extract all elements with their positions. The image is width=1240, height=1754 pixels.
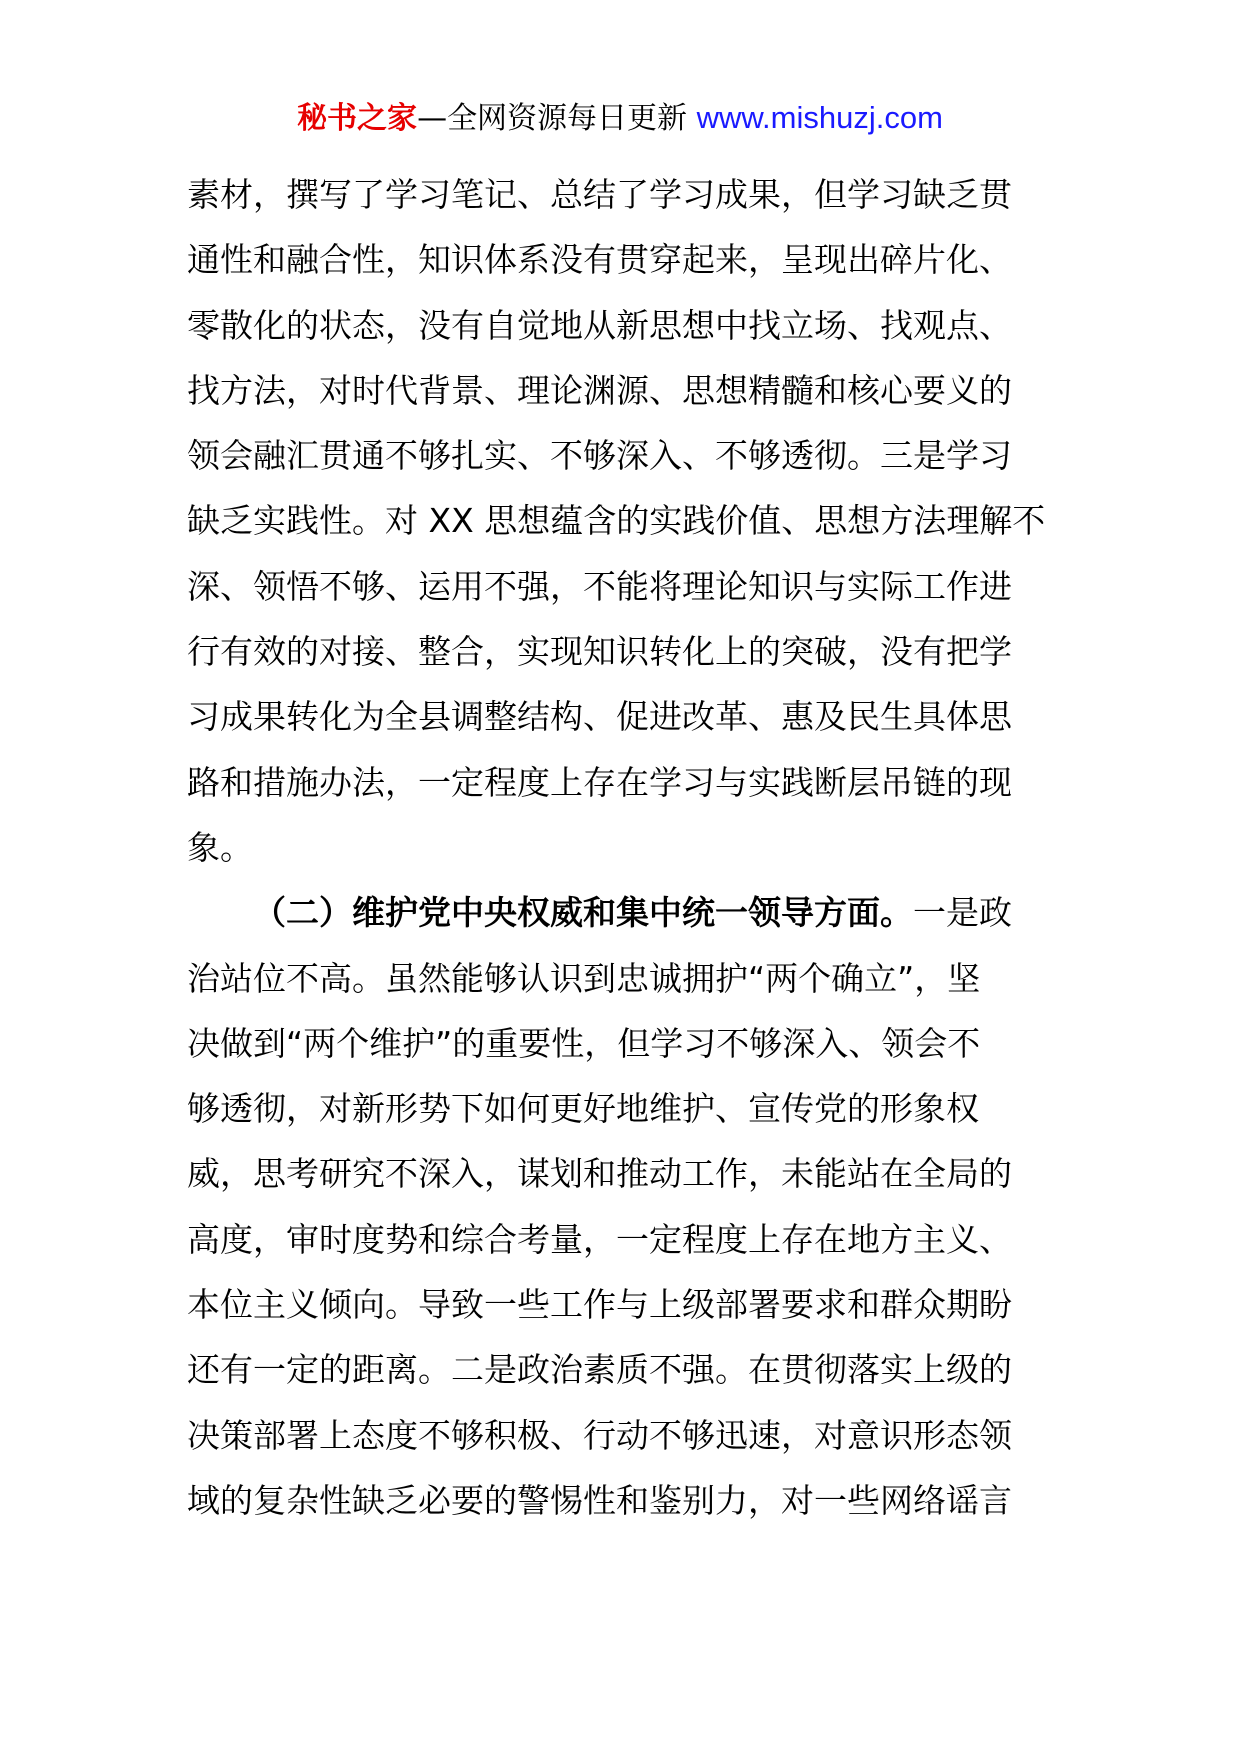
site-brand: 秘书之家: [297, 101, 418, 136]
section-line: 治站位不高。虽然能够认识到忠诚拥护“两个确立”，坚: [187, 958, 981, 998]
site-url[interactable]: www.mishuzj.com: [696, 100, 943, 135]
section-line: 决做到“两个维护”的重要性，但学习不够深入、领会不: [187, 1023, 981, 1063]
section-heading: （二）维护党中央权威和集中统一领导方面。: [253, 893, 913, 933]
site-header: [0, 98, 1240, 139]
site-tagline: —全网资源每日更新: [417, 101, 697, 136]
body-line: 行有效的对接、整合，实现知识转化上的突破，没有把学: [187, 632, 1012, 672]
body-line: 通性和融合性，知识体系没有贯穿起来，呈现出碎片化、: [187, 240, 1012, 280]
body-line: 找方法，对时代背景、理论渊源、思想精髓和核心要义的: [187, 370, 1012, 410]
section-heading-continuation: 一是政: [913, 893, 1012, 933]
body-line: 深、领悟不够、运用不强，不能将理论知识与实际工作进: [187, 566, 1012, 606]
section-line: 够透彻，对新形势下如何更好地维护、宣传党的形象权: [187, 1089, 979, 1129]
body-line: 领会融汇贯通不够扎实、不够深入、不够透彻。三是学习: [187, 436, 1012, 476]
section-line: 还有一定的距离。二是政治素质不强。在贯彻落实上级的: [187, 1350, 1012, 1390]
body-line: 习成果转化为全县调整结构、促进改革、惠及民生具体思: [187, 697, 1012, 737]
section-line: 决策部署上态度不够积极、行动不够迅速，对意识形态领: [187, 1415, 1012, 1455]
section-heading-line: [187, 880, 1067, 945]
section-line: 威，思考研究不深入，谋划和推动工作，未能站在全局的: [187, 1154, 1012, 1194]
body-line: 象。: [187, 827, 253, 867]
section-line: 本位主义倾向。导致一些工作与上级部署要求和群众期盼: [187, 1285, 1012, 1325]
section-line: 高度，审时度势和综合考量，一定程度上存在地方主义、: [187, 1219, 1012, 1259]
document-body: [187, 162, 1067, 1533]
body-line: 素材，撰写了学习笔记、总结了学习成果，但学习缺乏贯: [187, 175, 1012, 214]
section-line: 域的复杂性缺乏必要的警惕性和鉴别力，对一些网络谣言: [187, 1480, 1012, 1520]
body-line: 零散化的状态，没有自觉地从新思想中找立场、找观点、: [187, 305, 1012, 345]
body-line: 缺乏实践性。对 XX 思想蕴含的实践价值、思想方法理解不: [187, 501, 1046, 541]
body-line: 路和措施办法，一定程度上存在学习与实践断层吊链的现: [187, 762, 1012, 802]
